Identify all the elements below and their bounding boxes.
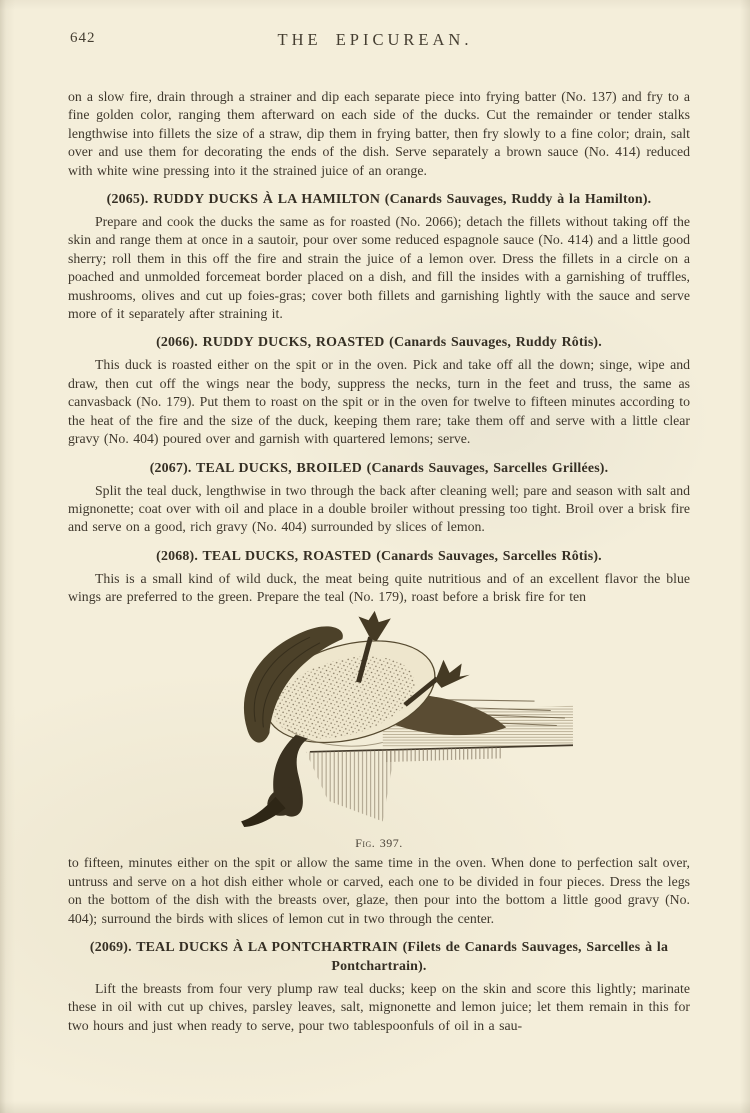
figure-caption: Fig. 397.	[355, 835, 403, 850]
drop-shadow-hatching	[306, 749, 395, 820]
section-heading-2067: (2067). TEAL DUCKS, BROILED (Canards Sauvages, Sarcelles Grillées).	[149, 460, 609, 476]
section-body-2069: Lift the breasts from four very plump raw teal ducks; keep on the skin and score this lightly; marinate these in oil with cut up chives, parsley leaves, salt, mignonette and lemon juice; let them remain in this for two hours and just when ready to serve, pour two tablespoonfuls of oil in a sau-	[68, 980, 690, 1033]
section-body-2065: Prepare and cook the ducks the same as for roasted (No. 2066); detach the fillets without taking off the skin and range them at once in a sautoir, pour over some reduced espagnole sauce (No. 414) and a little good sherry; roll them in this off the fire and strain the juice of a lemon over. Dress the fillets in a circle on a poached and unmolded forcemeat border placed on a dish, and fill the insides with a garnishing of truffles, mushrooms, olives and cut up foies-gras; cover both fillets and garnishing lightly with the sauce and serve more of it separately after straining it.	[68, 214, 690, 322]
duck-figure	[68, 609, 690, 853]
section-heading-2069: (2069). TEAL DUCKS À LA PONTCHARTRAIN (Filets de Canards Sauvages, Sarcelles à la Pontchartrain).	[89, 939, 669, 974]
section-heading-2066: (2066). RUDDY DUCKS, ROASTED (Canards Sauvages, Ruddy Rôtis).	[156, 335, 602, 351]
page-header	[0, 0, 750, 56]
left-foot	[358, 610, 390, 640]
intro-paragraph: on a slow fire, drain through a strainer and dip each separate piece into frying batter (No. 137) and fry to a fine golden color, ranging them afterward on each side of the ducks. Cut the remainder or tender stalks lengthwise into fillets the size of a straw, dip them in frying batter, then fry slowly to a fine color; drain, salt over and use them for decorating the ends of the dish. Serve separately a brown sauce (No. 414) reduced with white wine pressing into it the strained juice of an orange.	[68, 89, 690, 178]
teal-duck-illustration	[231, 609, 575, 827]
section-heading-2065: (2065). RUDDY DUCKS À LA HAMILTON (Canards Sauvages, Ruddy à la Hamilton).	[106, 192, 652, 208]
section-body-2068-before-figure: This is a small kind of wild duck, the meat being quite nutritious and of an excellent flavor the blue wings are preferred to the green. Prepare the teal (No. 179), roast before a brisk fire for ten	[68, 570, 690, 605]
page-text	[68, 56, 690, 1035]
running-title: THE EPICUREAN.	[277, 30, 473, 49]
section-body-2067: Split the teal duck, lengthwise in two through the back after cleaning well; pare and season with salt and mignonette; coat over with oil and place in a double broiler without pressing too tight. Broil over a brisk fire and serve on a good, rich gravy (No. 404) surrounded by slices of lemon.	[68, 482, 690, 535]
right-foot	[435, 659, 469, 687]
section-body-2068-after-figure: to fifteen, minutes either on the spit or allow the same time in the oven. When done to perfection salt over, untruss and serve on a hot dish either whole or carved, each one to be divided in four pieces. Dress the legs on the bottom of the dish with the breasts over, glaze, then pour into the bottom a little good gravy (No. 404); surround the birds with slices of lemon cut in two through the center.	[68, 855, 690, 926]
section-heading-2068: (2068). TEAL DUCKS, ROASTED (Canards Sauvages, Sarcelles Rôtis).	[156, 548, 602, 564]
section-body-2066: This duck is roasted either on the spit or in the oven. Pick and take off all the down; singe, wipe and draw, then cut off the wings near the body, suppress the necks, turn in the feet and truss, the same as canvasback (No. 179). Put them to roast on the spit or in the oven for twelve to fifteen minutes according to the heat of the fire and the size of the duck, keeping them rare; take them off and serve with a little clear gravy (No. 404) poured over and garnish with quartered lemons; serve.	[68, 357, 690, 447]
duck-bill	[241, 796, 286, 826]
page-number: 642	[70, 30, 96, 46]
